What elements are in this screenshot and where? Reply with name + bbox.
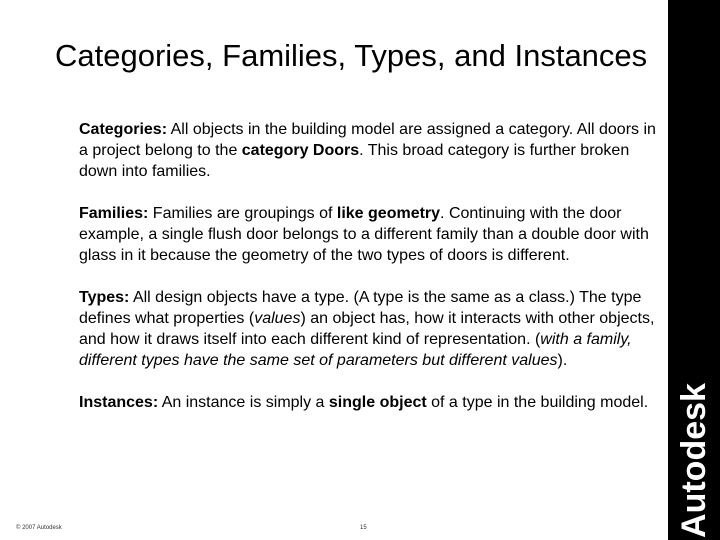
text-run: of a type in the building model. xyxy=(426,394,649,411)
brand-sidebar xyxy=(668,0,720,540)
text-run: All design objects have a type. (A type is the same as a class.) The type defines what properties ( xyxy=(79,289,642,327)
text-run: All objects in the building model are assigned a category. All doors in a project belong to the xyxy=(79,121,656,159)
text-run: . Continuing with the door example, a single flush door belongs to a different family than a double door with glass in it because the geometry of the two types of doors is different. xyxy=(79,205,649,264)
italic-run: with a family, different types have the same set of parameters but different values xyxy=(79,331,632,369)
italic-run: values xyxy=(254,310,301,327)
autodesk-logo-text: Autodesk xyxy=(674,382,713,538)
bold-run: category Doors xyxy=(241,142,360,159)
paragraph-instances xyxy=(79,392,659,413)
content-body xyxy=(79,119,659,413)
bold-run: Instances: xyxy=(79,394,159,411)
bold-run: Families: xyxy=(79,205,149,222)
paragraph-categories xyxy=(79,119,659,182)
text-run: Families are groupings of xyxy=(148,205,337,222)
footer-page-number: 15 xyxy=(360,525,367,531)
text-run: . This broad category is further broken down into families. xyxy=(79,142,630,180)
paragraph-types xyxy=(79,287,659,371)
bold-run: single object xyxy=(328,394,427,411)
text-run: An instance is simply a xyxy=(158,394,329,411)
bold-run: Categories: xyxy=(79,121,168,138)
bold-run: Types: xyxy=(79,289,130,306)
slide-title: Categories, Families, Types, and Instances xyxy=(55,38,648,73)
text-run: ). xyxy=(557,352,568,369)
footer-copyright: © 2007 Autodesk xyxy=(16,525,62,531)
autodesk-logo xyxy=(668,382,720,538)
paragraph-families xyxy=(79,203,659,266)
text-run: ) an object has, how it interacts with other objects, and how it draws itself into each different kind of representation. ( xyxy=(79,310,655,348)
bold-run: like geometry xyxy=(336,205,441,222)
